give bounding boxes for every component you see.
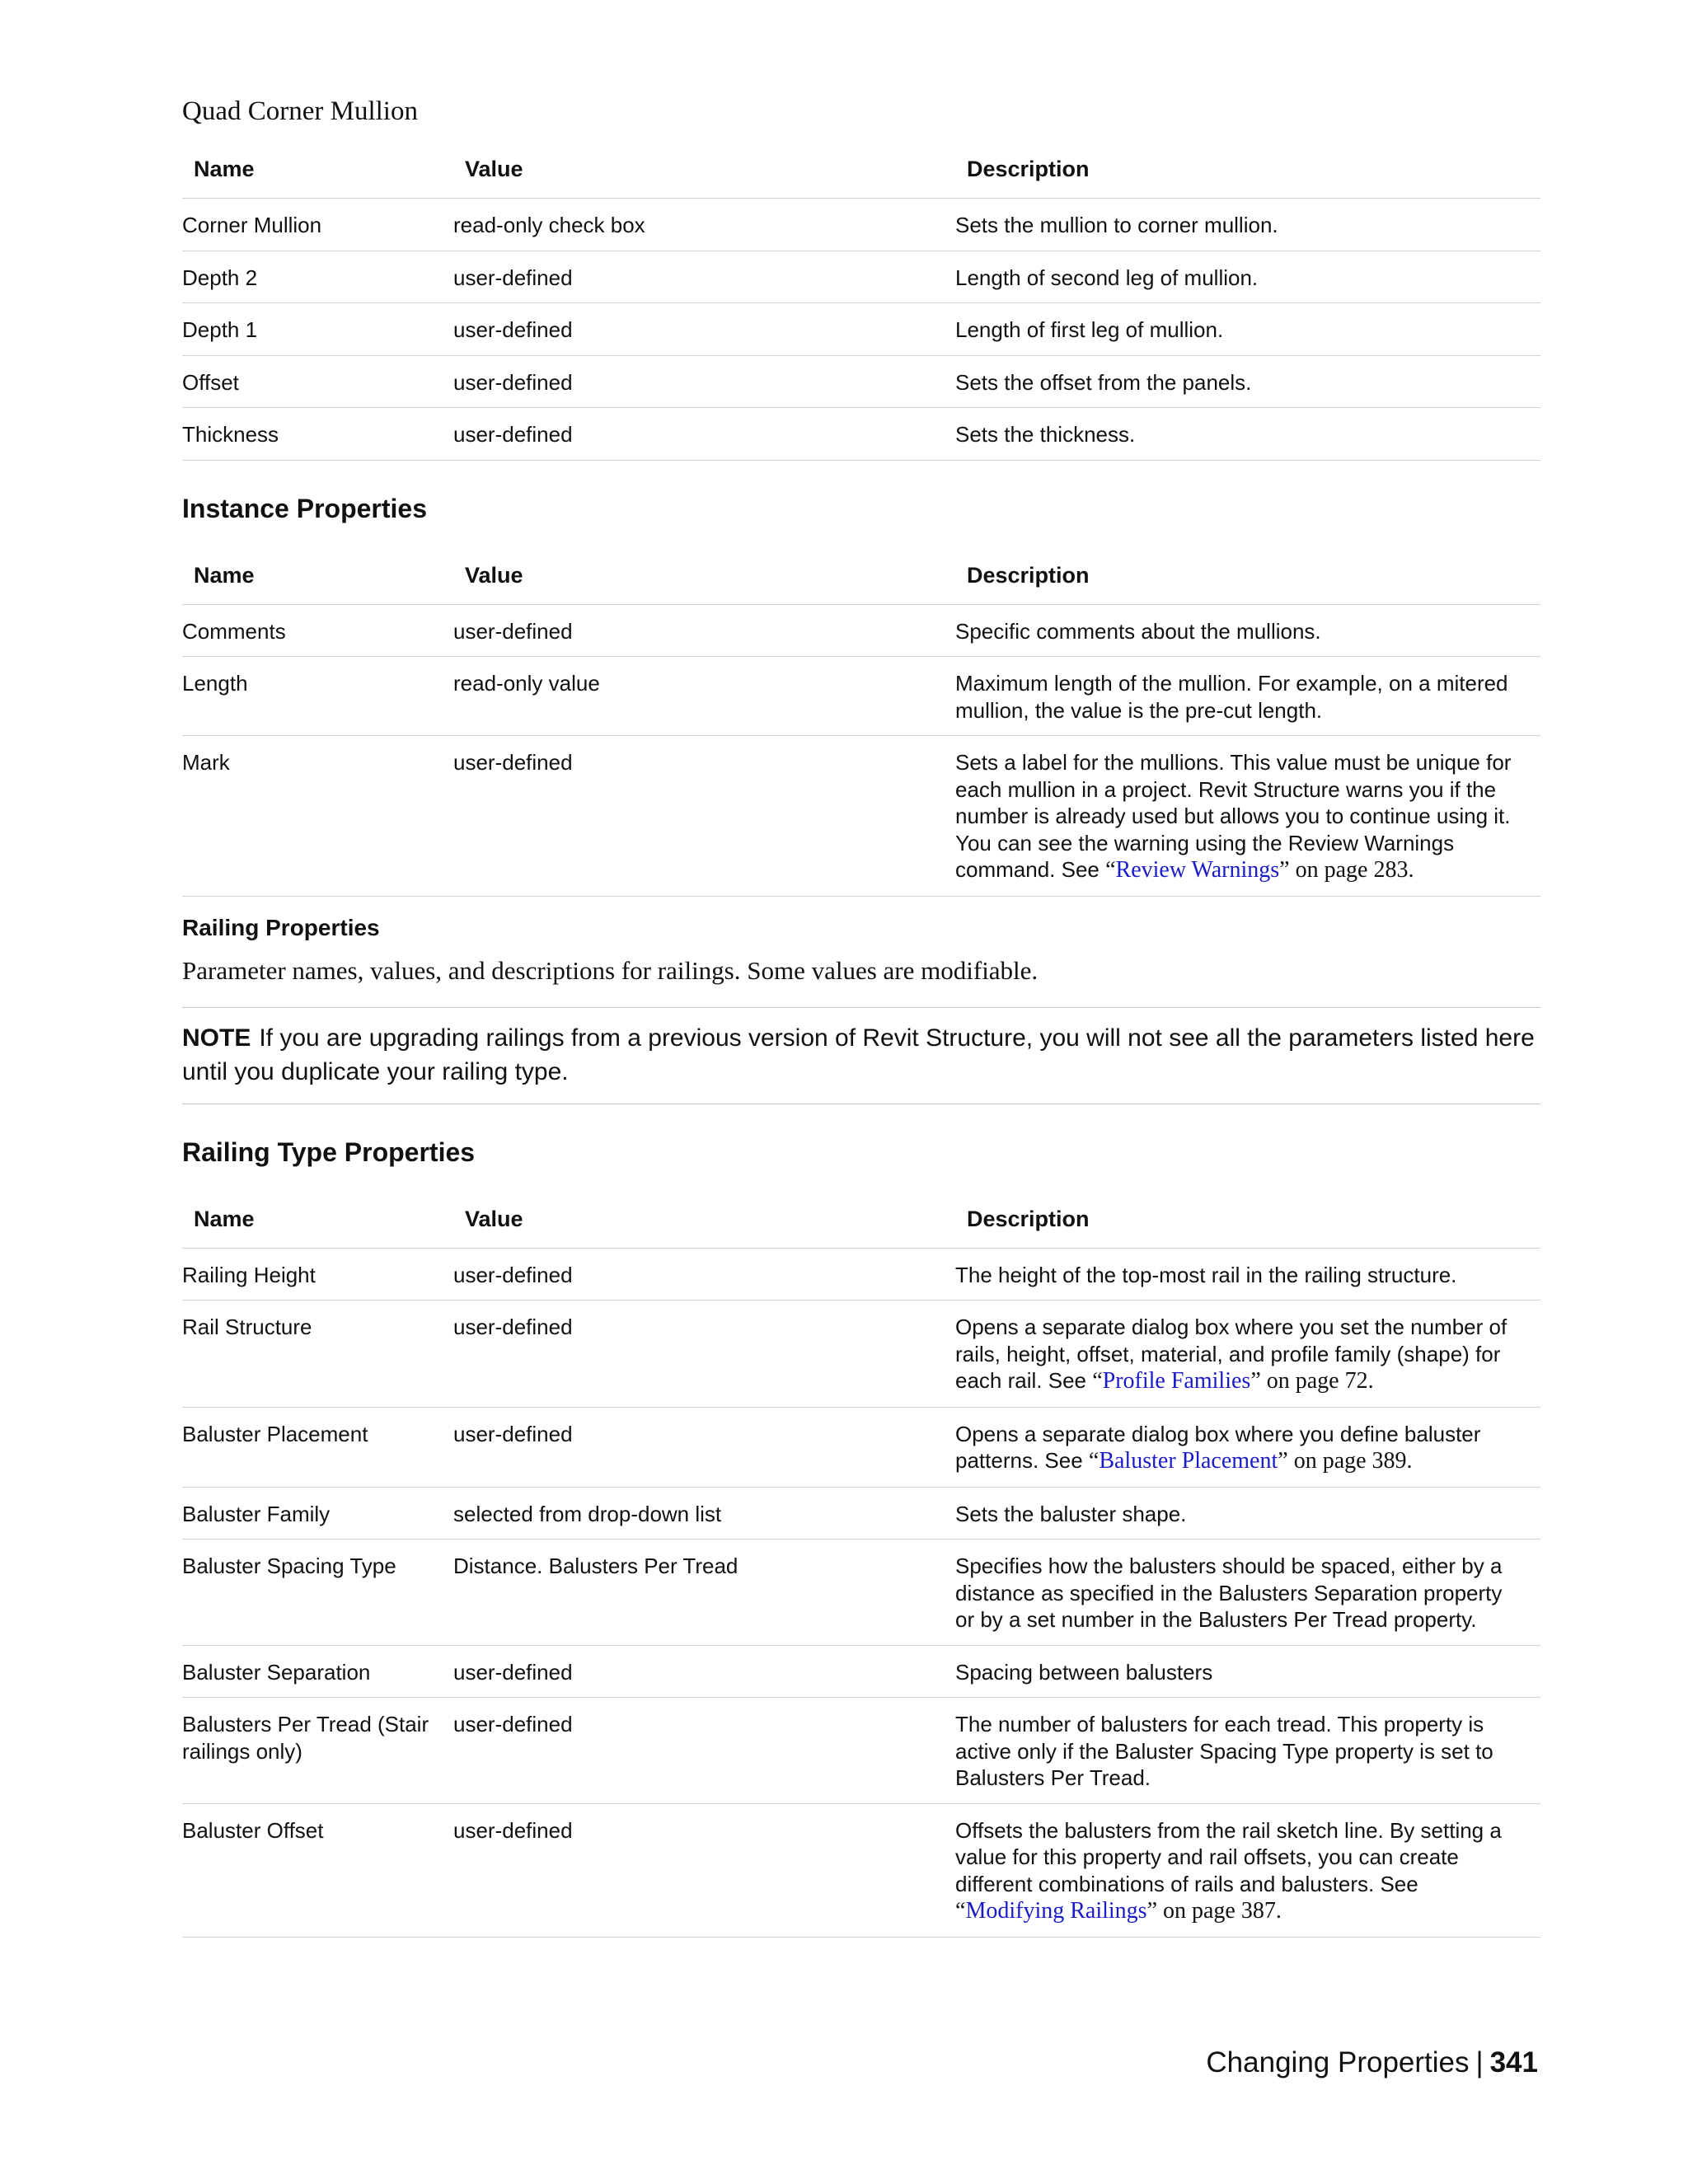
- cell-value: user-defined: [453, 736, 955, 897]
- cell-value: user-defined: [453, 303, 955, 356]
- description-text: Sets a label for the mullions. This value must be unique for each mullion in a project. Revit Structure warns you if the number is already used but allows you to continue using it. You can see the warning using the Review Warnings command. See: [955, 750, 1512, 882]
- cell-description: Sets the thickness.: [955, 408, 1540, 461]
- note-text: If you are upgrading railings from a previous version of Revit Structure, you will not see all the parameters listed here until you duplicate your railing type.: [182, 1024, 1535, 1085]
- page-reference: ” on page 389.: [1278, 1448, 1413, 1474]
- table-row: [182, 604, 1540, 657]
- cell-description: Sets the mullion to corner mullion.: [955, 199, 1540, 251]
- header-value: Value: [453, 560, 955, 605]
- table-row: [182, 1645, 1540, 1698]
- cell-description: Length of second leg of mullion.: [955, 251, 1540, 303]
- table-caption: Quad Corner Mullion: [182, 96, 418, 126]
- table-row: [182, 199, 1540, 251]
- cell-name: Baluster Separation: [182, 1645, 453, 1698]
- table-row: [182, 1487, 1540, 1540]
- table-row: [182, 736, 1540, 897]
- cell-description: Length of first leg of mullion.: [955, 303, 1540, 356]
- cell-description: Spacing between balusters: [955, 1645, 1540, 1698]
- cell-name: Mark: [182, 736, 453, 897]
- header-description: Description: [955, 153, 1540, 199]
- cell-value: user-defined: [453, 1803, 955, 1937]
- table-row: [182, 355, 1540, 408]
- description-text: Opens a separate dialog box where you define baluster patterns. See: [955, 1421, 1481, 1473]
- table-row: [182, 657, 1540, 736]
- railing-type-properties-table: [182, 1203, 1540, 1938]
- section-heading-instance: Instance Properties: [182, 493, 427, 523]
- section-heading-railing-type: Railing Type Properties: [182, 1137, 476, 1167]
- cell-description: Sets the offset from the panels.: [955, 355, 1540, 408]
- cell-value: user-defined: [453, 1645, 955, 1698]
- description-text: Opens a separate dialog box where you set the number of rails, height, offset, material, and profile family (shape) for each rail. See: [955, 1315, 1507, 1393]
- instance-properties-table: [182, 560, 1540, 897]
- footer-title: Changing Properties: [1206, 2046, 1470, 2079]
- cell-name: Depth 2: [182, 251, 453, 303]
- header-value: Value: [453, 153, 955, 199]
- page-reference: ” on page 72.: [1250, 1368, 1374, 1394]
- header-description: Description: [955, 560, 1540, 605]
- cell-name: Rail Structure: [182, 1301, 453, 1408]
- profile-families-link[interactable]: Profile Families: [1102, 1368, 1251, 1394]
- page-footer: [1206, 2044, 1538, 2082]
- cell-value: user-defined: [453, 355, 955, 408]
- review-warnings-link[interactable]: Review Warnings: [1115, 857, 1280, 883]
- railing-intro: Parameter names, values, and descriptions for railings. Some values are modifiable.: [182, 955, 1039, 985]
- quote-open: “: [955, 1898, 966, 1924]
- note-label: NOTE: [182, 1024, 251, 1052]
- table-row: [182, 1248, 1540, 1301]
- cell-value: Distance. Balusters Per Tread: [453, 1540, 955, 1646]
- cell-value: user-defined: [453, 604, 955, 657]
- table-row: [182, 1803, 1540, 1937]
- cell-description: The number of balusters for each tread. This property is active only if the Baluster Spacing Type property is set to Balusters Per Tread.: [955, 1698, 1540, 1804]
- quad-corner-mullion-table: [182, 153, 1540, 461]
- cell-value: user-defined: [453, 251, 955, 303]
- cell-description: Specific comments about the mullions.: [955, 604, 1540, 657]
- table-row: [182, 251, 1540, 303]
- footer-separator: |: [1475, 2046, 1484, 2079]
- header-description: Description: [955, 1203, 1540, 1249]
- table-header-row: [182, 1203, 1540, 1249]
- cell-description: [955, 1407, 1540, 1487]
- cell-value: read-only value: [453, 657, 955, 736]
- cell-value: user-defined: [453, 1698, 955, 1804]
- cell-name: Depth 1: [182, 303, 453, 356]
- page-number: 341: [1489, 2046, 1538, 2079]
- table-row: [182, 1301, 1540, 1408]
- cell-description: Sets the baluster shape.: [955, 1487, 1540, 1540]
- cell-name: Comments: [182, 604, 453, 657]
- cell-name: Thickness: [182, 408, 453, 461]
- cell-description: Maximum length of the mullion. For example, on a mitered mullion, the value is the pre-cut length.: [955, 657, 1540, 736]
- header-name: Name: [182, 560, 453, 605]
- description-text: Offsets the balusters from the rail sketch line. By setting a value for this property and rail offsets, you can create different combinations of rails and balusters. See: [955, 1817, 1502, 1896]
- cell-name: Length: [182, 657, 453, 736]
- cell-description: Specifies how the balusters should be spaced, either by a distance as specified in the Balusters Separation property or by a set number in the Balusters Per Tread property.: [955, 1540, 1540, 1646]
- cell-value: user-defined: [453, 1248, 955, 1301]
- table-row: [182, 408, 1540, 461]
- cell-name: Offset: [182, 355, 453, 408]
- cell-description: [955, 1803, 1540, 1937]
- cell-name: Baluster Placement: [182, 1407, 453, 1487]
- page-content: [182, 92, 1540, 1938]
- note-box: [182, 1007, 1540, 1104]
- cell-name: Railing Height: [182, 1248, 453, 1301]
- header-value: Value: [453, 1203, 955, 1249]
- modifying-railings-link[interactable]: Modifying Railings: [965, 1898, 1147, 1924]
- cell-value: user-defined: [453, 1407, 955, 1487]
- cell-value: user-defined: [453, 408, 955, 461]
- table-row: [182, 303, 1540, 356]
- table-row: [182, 1407, 1540, 1487]
- cell-description: [955, 1301, 1540, 1408]
- cell-name: Corner Mullion: [182, 199, 453, 251]
- cell-name: Baluster Family: [182, 1487, 453, 1540]
- quote-open: “: [1088, 1448, 1100, 1474]
- cell-description: [955, 736, 1540, 897]
- table-header-row: [182, 560, 1540, 605]
- page-reference: ” on page 387.: [1146, 1898, 1282, 1924]
- header-name: Name: [182, 1203, 453, 1249]
- cell-name: Baluster Spacing Type: [182, 1540, 453, 1646]
- cell-value: user-defined: [453, 1301, 955, 1408]
- page-reference: ” on page 283.: [1279, 857, 1414, 883]
- header-name: Name: [182, 153, 453, 199]
- cell-description: The height of the top-most rail in the railing structure.: [955, 1248, 1540, 1301]
- cell-name: Balusters Per Tread (Stair railings only): [182, 1698, 453, 1804]
- cell-value: selected from drop-down list: [453, 1487, 955, 1540]
- table-header-row: [182, 153, 1540, 199]
- table-row: [182, 1540, 1540, 1646]
- quote-open: “: [1092, 1368, 1103, 1394]
- cell-value: read-only check box: [453, 199, 955, 251]
- baluster-placement-link[interactable]: Baluster Placement: [1099, 1448, 1278, 1474]
- quote-open: “: [1105, 857, 1116, 883]
- cell-name: Baluster Offset: [182, 1803, 453, 1937]
- section-heading-railing: Railing Properties: [182, 914, 380, 940]
- table-row: [182, 1698, 1540, 1804]
